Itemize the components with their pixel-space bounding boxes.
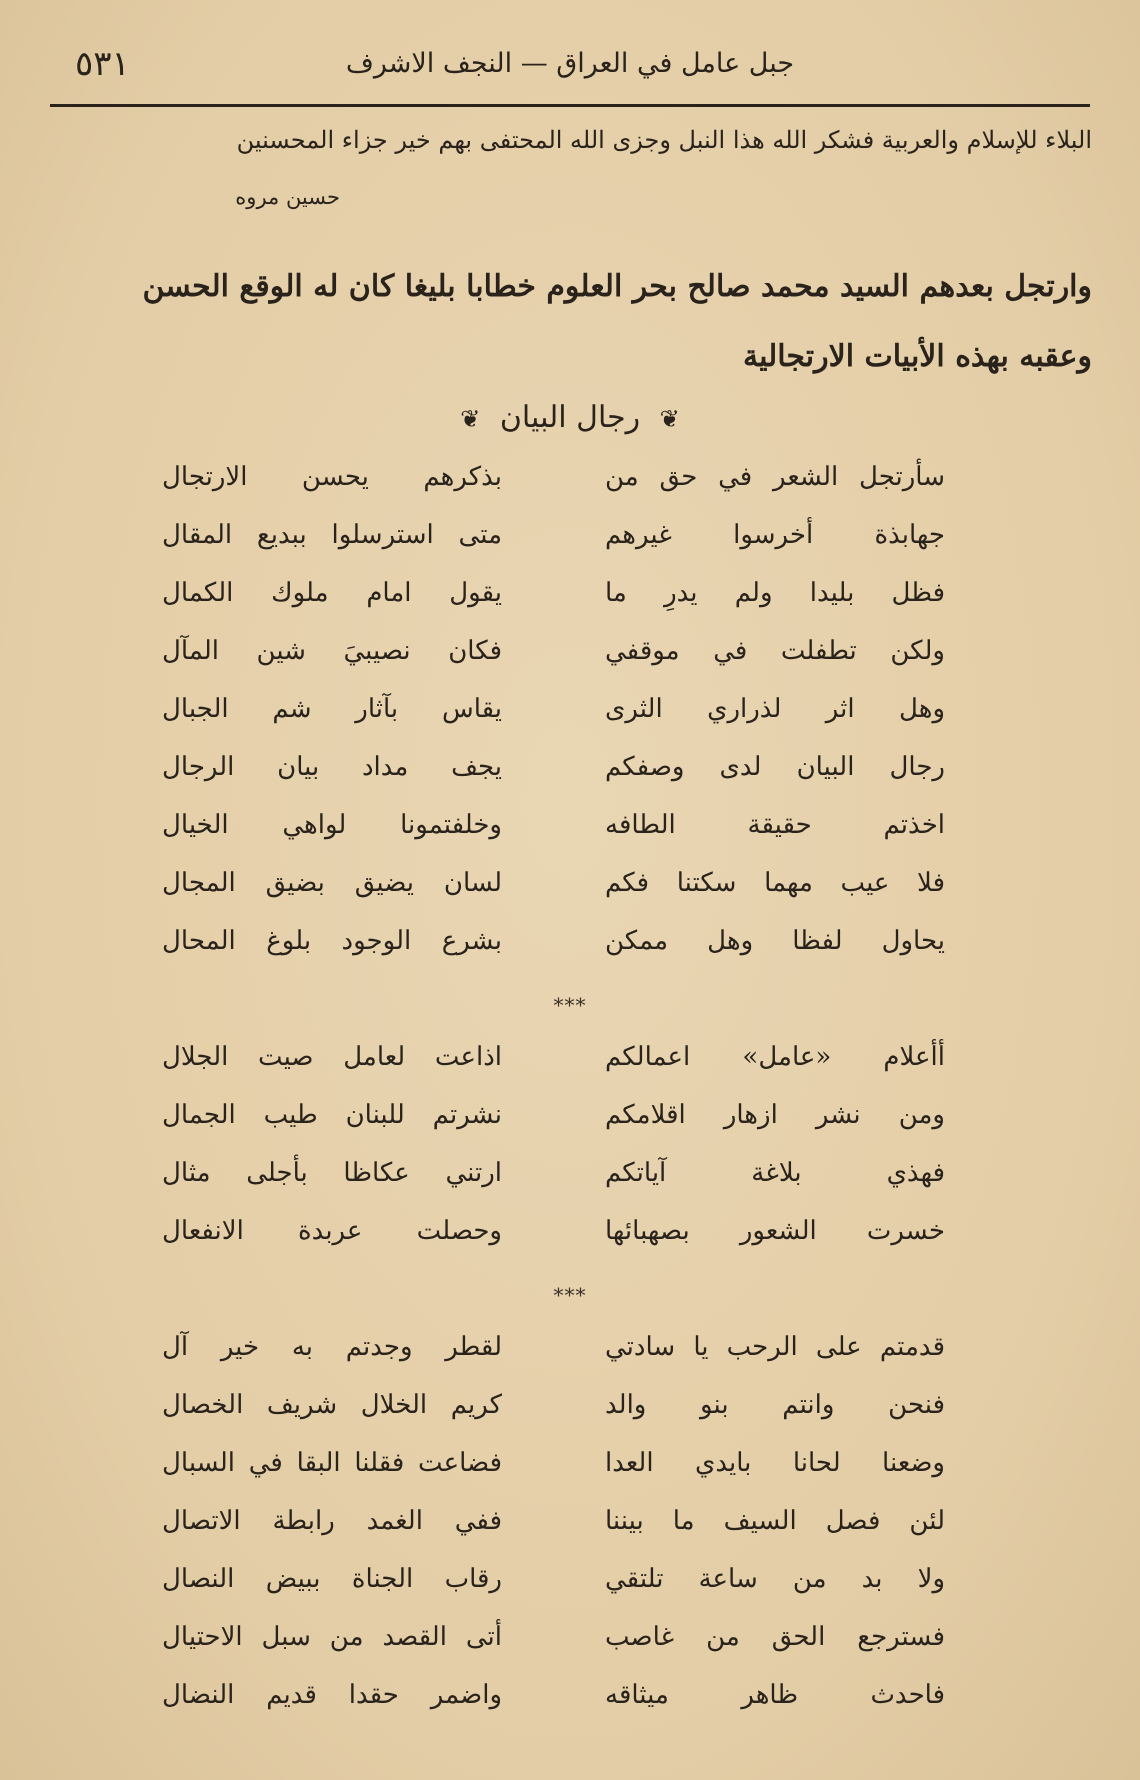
hemistich-second: لقطر وجدتم به خير آل: [162, 1332, 502, 1362]
hemistich-first: ولكن تطفلت في موقفي: [605, 636, 945, 666]
hemistich-first: فسترجع الحق من غاصب: [605, 1622, 945, 1652]
verse: [0, 1680, 1140, 1738]
verse: [0, 1506, 1140, 1564]
hemistich-second: متى استرسلوا ببديع المقال: [162, 520, 502, 550]
hemistich-first: جهابذة أخرسوا غيرهم: [605, 520, 945, 550]
hemistich-first: فاحدث ظاهر ميثاقه: [605, 1680, 945, 1710]
hemistich-second: كريم الخلال شريف الخصال: [162, 1390, 502, 1420]
verse: [0, 1390, 1140, 1448]
hemistich-first: ولا بد من ساعة تلتقي: [605, 1564, 945, 1594]
paragraph: [44, 252, 1092, 392]
verse: [0, 462, 1140, 520]
hemistich-second: واضمر حقدا قديم النضال: [162, 1680, 502, 1710]
hemistich-second: يجف مداد بيان الرجال: [162, 752, 502, 782]
verse: [0, 636, 1140, 694]
hemistich-first: وضعنا لحانا بايدي العدا: [605, 1448, 945, 1478]
hemistich-first: فظل بليدا ولم يدرِ ما: [605, 578, 945, 608]
hemistich-second: بشرع الوجود بلوغ المحال: [162, 926, 502, 956]
hemistich-first: فلا عيب مهما سكتنا فكم: [605, 868, 945, 898]
verse: [0, 868, 1140, 926]
verse: [0, 810, 1140, 868]
hemistich-first: فنحن وانتم بنو والد: [605, 1390, 945, 1420]
running-head: جبل عامل في العراق — النجف الاشرف: [345, 48, 795, 79]
hemistich-first: رجال البيان لدى وصفكم: [605, 752, 945, 782]
signature: حسين مروه: [235, 185, 340, 209]
hemistich-second: ارتني عكاظا بأجلى مثال: [162, 1158, 502, 1188]
hemistich-second: لسان يضيق بضيق المجال: [162, 868, 502, 898]
hemistich-second: وخلفتمونا لواهي الخيال: [162, 810, 502, 840]
ornament-icon: ❦: [659, 405, 680, 433]
hemistich-second: ففي الغمد رابطة الاتصال: [162, 1506, 502, 1536]
ornament-icon: ❦: [460, 405, 481, 433]
hemistich-second: نشرتم للبنان طيب الجمال: [162, 1100, 502, 1130]
hemistich-second: يقول امام ملوك الكمال: [162, 578, 502, 608]
verse: [0, 926, 1140, 984]
paragraph-line: وارتجل بعدهم السيد محمد صالح بحر العلوم خطابا بليغا كان له الوقع الحسن: [142, 269, 1092, 304]
verse: [0, 752, 1140, 810]
stanza-separator: ***: [553, 993, 587, 1017]
hemistich-second: فضاعت فقلنا البقا في السبال: [162, 1448, 502, 1478]
poem-title: [0, 400, 1140, 435]
page-number: ٥٣١: [75, 44, 130, 84]
verse: [0, 1158, 1140, 1216]
hemistich-second: يقاس بآثار شم الجبال: [162, 694, 502, 724]
verse: [0, 1622, 1140, 1680]
verse: [0, 578, 1140, 636]
hemistich-first: فهذي بلاغة آياتكم: [605, 1158, 945, 1188]
hemistich-second: رقاب الجناة ببيض النصال: [162, 1564, 502, 1594]
hemistich-first: يحاول لفظا وهل ممكن: [605, 926, 945, 956]
verse: [0, 1100, 1140, 1158]
verse: [0, 1332, 1140, 1390]
hemistich-first: أأعلام «عامل» اعمالكم: [605, 1042, 945, 1072]
verse: [0, 1564, 1140, 1622]
paragraph-line: وعقبه بهذه الأبيات الارتجالية: [743, 339, 1092, 374]
stanza-separator: ***: [553, 1283, 587, 1307]
page-header: [50, 38, 1090, 107]
verse: [0, 694, 1140, 752]
hemistich-first: سأرتجل الشعر في حق من: [605, 462, 945, 492]
hemistich-second: وحصلت عربدة الانفعال: [162, 1216, 502, 1246]
hemistich-first: خسرت الشعور بصهبائها: [605, 1216, 945, 1246]
hemistich-first: لئن فصل السيف ما بيننا: [605, 1506, 945, 1536]
hemistich-first: وهل اثر لذراري الثرى: [605, 694, 945, 724]
hemistich-first: اخذتم حقيقة الطافه: [605, 810, 945, 840]
verse: [0, 1448, 1140, 1506]
hemistich-second: بذكرهم يحسن الارتجال: [162, 462, 502, 492]
hemistich-first: ومن نشر ازهار اقلامكم: [605, 1100, 945, 1130]
hemistich-second: أتى القصد من سبل الاحتيال: [162, 1622, 502, 1652]
hemistich-second: فكان نصيبيَ شين المآل: [162, 636, 502, 666]
verse: [0, 1216, 1140, 1274]
hemistich-first: قدمتم على الرحب يا سادتي: [605, 1332, 945, 1362]
poem-title-text: رجال البيان: [499, 400, 641, 435]
hemistich-second: اذاعت لعامل صيت الجلال: [162, 1042, 502, 1072]
intro-line: البلاء للإسلام والعربية فشكر الله هذا النبل وجزى الله المحتفى بهم خير جزاء المحسنين: [236, 126, 1092, 154]
verse: [0, 1042, 1140, 1100]
verse: [0, 520, 1140, 578]
poem: [0, 462, 1140, 1738]
